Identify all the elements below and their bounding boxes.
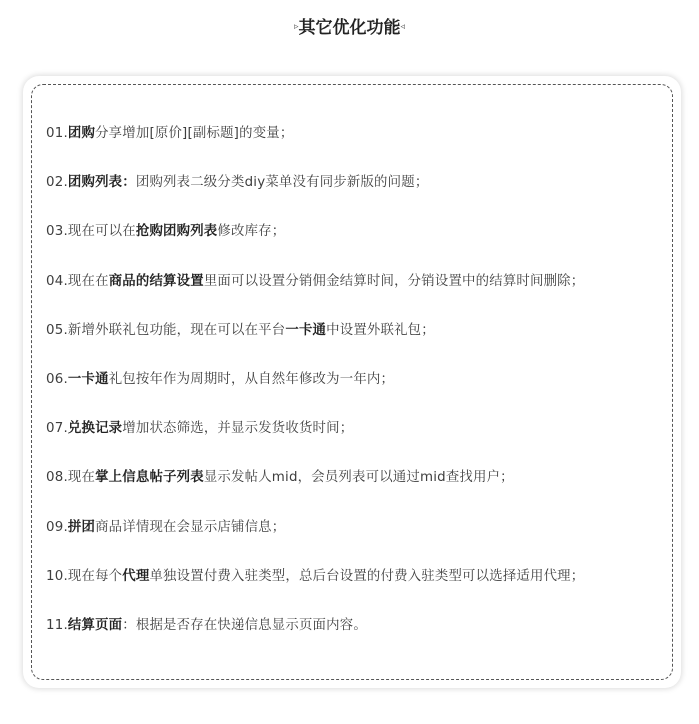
section-title: [0, 16, 699, 40]
feature-list: [46, 123, 666, 664]
triangle-right-icon: ▹: [293, 22, 299, 32]
list-item: 03.现在可以在抢购团购列表修改库存；: [46, 224, 286, 240]
triangle-left-icon: ◃: [400, 22, 406, 32]
list-item: 09.拼团商品详情现在会显示店铺信息；: [46, 519, 286, 535]
list-item: 01.团购分享增加[原价][副标题]的变量；: [46, 126, 294, 141]
list-item: 06.一卡通礼包按年作为周期时，从自然年修改为一年内；: [46, 371, 395, 387]
list-item: 04.现在在商品的结算设置里面可以设置分销佣金结算时间，分销设置中的结算时间删除；: [46, 273, 585, 289]
list-item: 05.新增外联礼包功能，现在可以在平台一卡通中设置外联礼包；: [46, 322, 435, 338]
list-item: 11.结算页面：根据是否存在快递信息显示页面内容。: [46, 617, 367, 633]
content-card: [23, 76, 681, 688]
list-item: 02.团购列表：团购列表二级分类diy菜单没有同步新版的问题；: [46, 175, 429, 191]
section-title-text: 其它优化功能: [298, 18, 401, 38]
list-item: 10.现在每个代理单独设置付费入驻类型，总后台设置的付费入驻类型可以选择适用代理；: [46, 568, 585, 584]
list-item: 07.兑换记录增加状态筛选，并显示发货收货时间；: [46, 421, 354, 437]
dashed-border-frame: [31, 84, 673, 680]
list-item: 08.现在掌上信息帖子列表显示发帖人mid，会员列表可以通过mid查找用户；: [46, 470, 514, 486]
